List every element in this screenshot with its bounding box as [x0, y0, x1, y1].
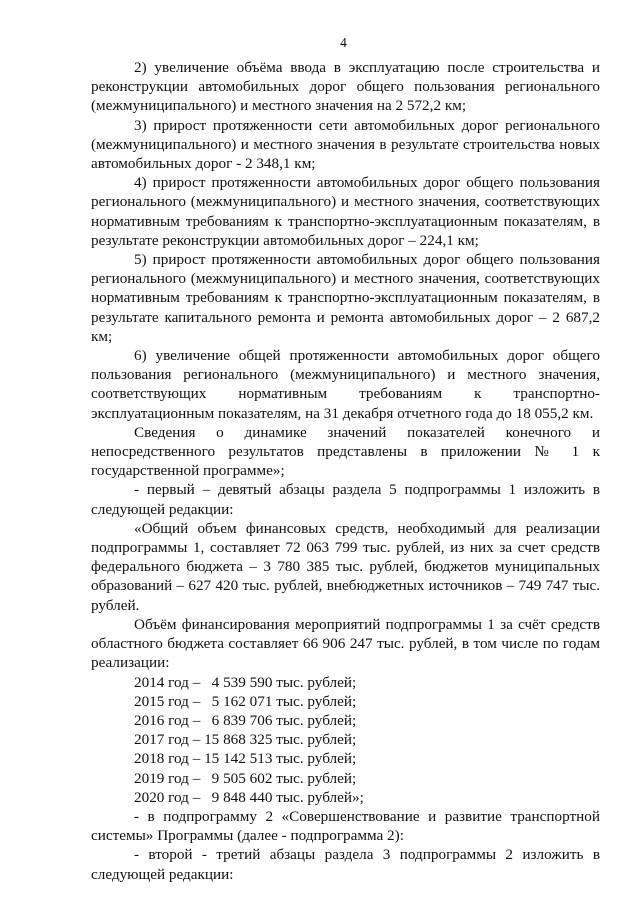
year-row-2019: 2019 год – 9 505 602 тыс. рублей;	[134, 769, 357, 787]
year-row-2020: 2020 год – 9 848 440 тыс. рублей»;	[134, 788, 364, 806]
paragraph-info: Сведения о динамике значений показателей конечного и непосредственного результатов представлены в приложении № 1 к государственной программе»;	[91, 423, 600, 480]
paragraph-subprogram-2: - в подпрограмму 2 «Совершенствование и развитие транспортной системы» Программы (далее - подпрограмма 2):	[91, 807, 600, 845]
page-number: 4	[340, 35, 347, 50]
body-text-top	[91, 58, 600, 673]
paragraph-total-financing: «Общий объем финансовых средств, необходимый для реализации подпрограммы 1, составляет 72 063 799 тыс. рублей, из них за счет средств федерального бюджета – 3 780 385 тыс. рублей, бюджетов муниципальных образований – 627 420 тыс. рублей, внебюджетных источников – 749 747 тыс. рублей.	[91, 519, 600, 614]
paragraph-item-3: 3) прирост протяженности сети автомобильных дорог регионального (межмуниципального) и местного значения в результате строительства новых автомобильных дорог - 2 348,1 км;	[91, 116, 600, 173]
year-row-2018: 2018 год – 15 142 513 тыс. рублей;	[134, 750, 357, 768]
paragraph-item-4: 4) прирост протяженности автомобильных дорог общего пользования регионального (межмуниципального) и местного значения, соответствующих нормативным требованиям к транспортно-эксплуатационным показателям, в результате реконструкции автомобильных дорог – 224,1 км;	[91, 174, 600, 249]
year-row-2017: 2017 год – 15 868 325 тыс. рублей;	[134, 731, 357, 749]
paragraph-instruction-2: - второй - третий абзацы раздела 3 подпрограммы 2 изложить в следующей редакции:	[91, 846, 600, 883]
year-row-2016: 2016 год – 6 839 706 тыс. рублей;	[134, 711, 357, 729]
year-row-2015: 2015 год – 5 162 071 тыс. рублей;	[134, 692, 357, 710]
paragraph-regional-financing: Объём финансирования мероприятий подпрограммы 1 за счёт средств областного бюджета составляет 66 906 247 тыс. рублей, в том числе по годам реализации:	[91, 615, 600, 672]
paragraph-item-6: 6) увеличение общей протяженности автомобильных дорог общего пользования регионального (межмуниципального) и местного значения, соответствующих нормативным требованиям к транспортно-эксплуатационным показателям, на 31 декабря отчетного года до 18 055,2 км.	[91, 347, 600, 422]
financing-by-year-list	[91, 673, 600, 807]
paragraph-item-5: 5) прирост протяженности автомобильных дорог общего пользования регионального (межмуниципального) и местного значения, соответствующих нормативным требованиям к транспортно-эксплуатационным показателям, в результате капитального ремонта и ремонта автомобильных дорог – 2 687,2 км;	[91, 251, 600, 345]
paragraph-item-2: 2) увеличение объёма ввода в эксплуатацию после строительства и реконструкции автомобильных дорог общего пользования регионального (межмуниципального) и местного значения на 2 572,2 км;	[91, 59, 600, 115]
paragraph-instruction-1: - первый – девятый абзацы раздела 5 подпрограммы 1 изложить в следующей редакции:	[91, 481, 600, 518]
body-text-bottom	[91, 807, 600, 884]
year-row-2014: 2014 год – 4 539 590 тыс. рублей;	[134, 673, 357, 691]
